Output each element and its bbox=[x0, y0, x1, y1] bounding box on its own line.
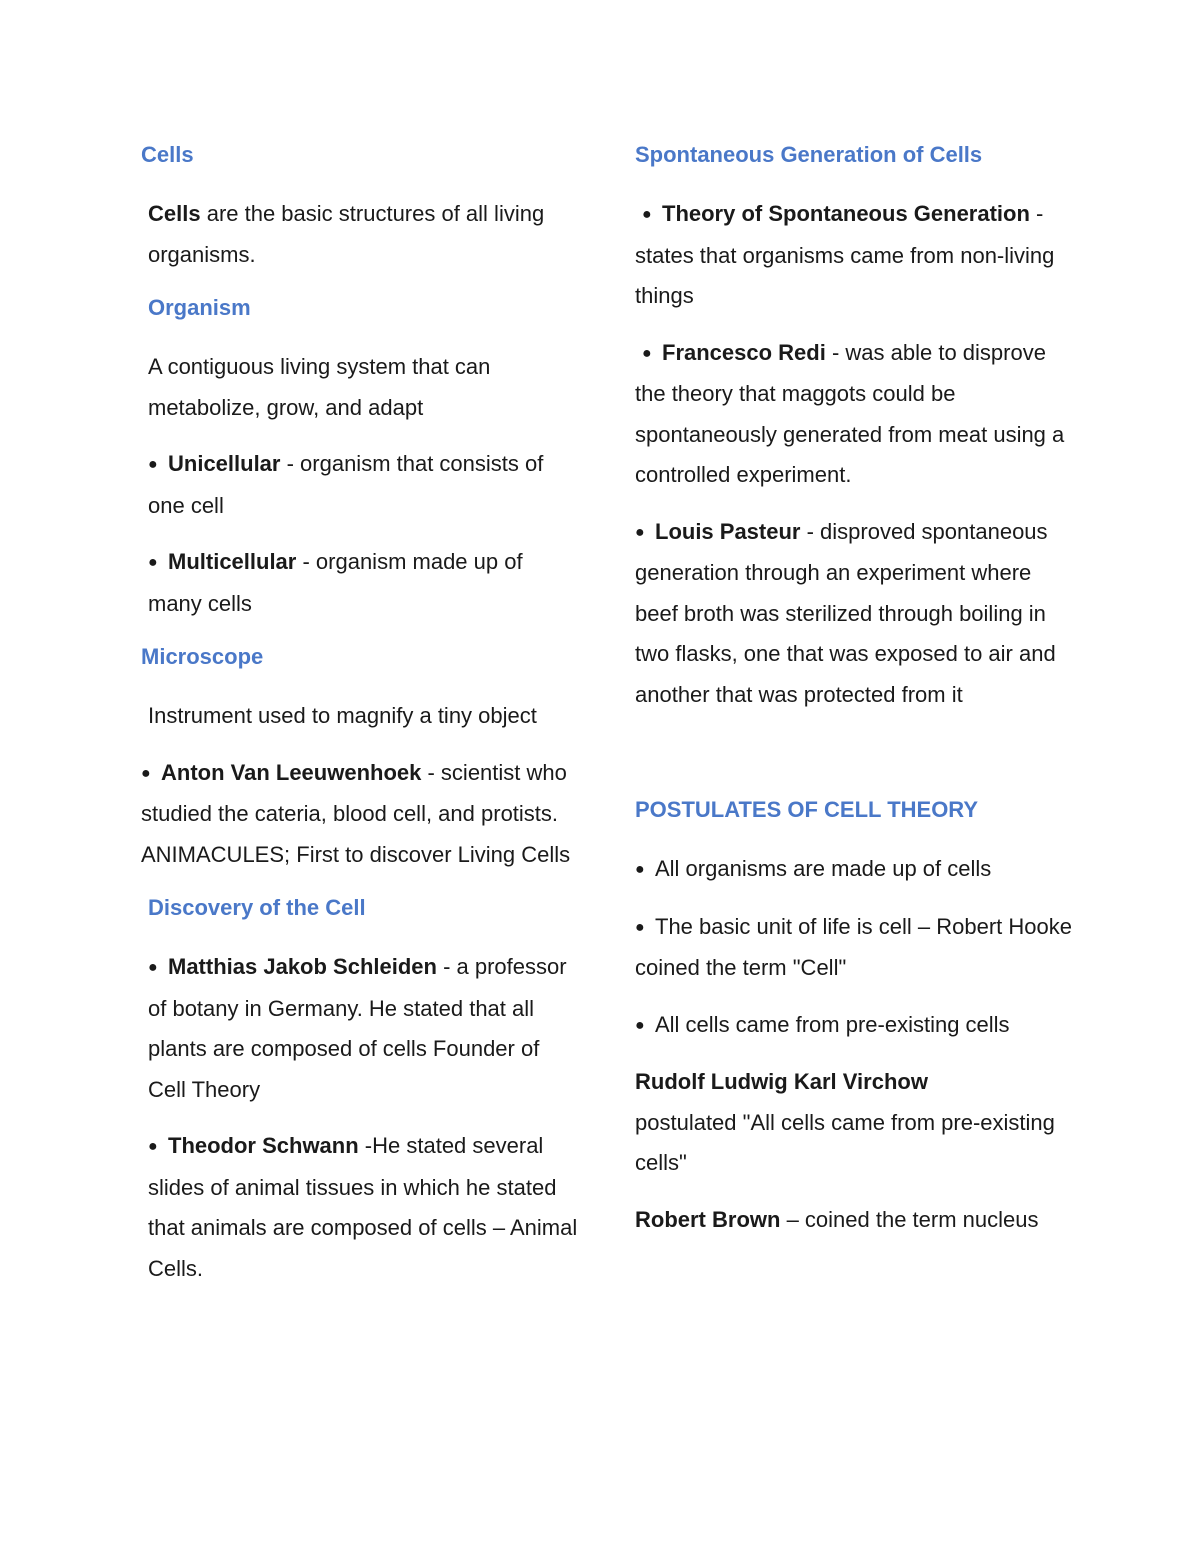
pasteur-term: Louis Pasteur bbox=[655, 518, 801, 544]
microscope-definition: Instrument used to magnify a tiny object bbox=[148, 703, 537, 728]
pasteur-def: - disproved spontaneous generation through an experiment where beef broth was sterilized through boiling in two flasks, one that was exposed to air and another that was protected from it bbox=[635, 518, 1056, 707]
theory-item bbox=[635, 194, 1075, 317]
redi-def: - was able to disprove the theory that maggots could be spontaneously generated from meat using a controlled experiment. bbox=[635, 339, 1065, 487]
bullet-icon: ● bbox=[635, 523, 645, 541]
unicellular-item bbox=[141, 444, 581, 526]
discovery-heading: Discovery of the Cell bbox=[148, 895, 366, 920]
postulate-1 bbox=[635, 849, 1075, 891]
right-column bbox=[635, 138, 1075, 1256]
schwann-def: -He stated several slides of animal tissues in which he stated that animals are composed of cells – Animal Cells. bbox=[148, 1133, 578, 1281]
theory-term: Theory of Spontaneous Generation bbox=[662, 201, 1030, 226]
virchow-term: Rudolf Ludwig Karl Virchow bbox=[635, 1069, 928, 1094]
brown-def: – coined the term nucleus bbox=[780, 1206, 1039, 1232]
cells-heading: Cells bbox=[141, 142, 194, 167]
brown-term: Robert Brown bbox=[635, 1206, 781, 1232]
bullet-icon: ● bbox=[148, 456, 158, 473]
postulate-1-text: All organisms are made up of cells bbox=[655, 856, 992, 881]
theory-def: - states that organisms came from non-living things bbox=[635, 201, 1055, 308]
leeuwenhoek-term: Anton Van Leeuwenhoek bbox=[161, 759, 422, 785]
schleiden-def: - a professor of botany in Germany. He stated that all plants are composed of cells Founder of Cell Theory bbox=[148, 954, 567, 1102]
postulate-2 bbox=[635, 907, 1075, 989]
left-column bbox=[141, 138, 581, 1305]
postulate-3-text: All cells came from pre-existing cells bbox=[655, 1011, 1010, 1037]
bullet-icon: ● bbox=[148, 554, 158, 571]
organism-definition: A contiguous living system that can metabolize, grow, and adapt bbox=[148, 354, 491, 420]
postulates-heading: POSTULATES OF CELL THEORY bbox=[635, 797, 979, 822]
unicellular-term: Unicellular bbox=[168, 451, 281, 476]
bullet-icon: ● bbox=[642, 206, 652, 223]
microscope-heading: Microscope bbox=[141, 644, 264, 669]
redi-item bbox=[635, 333, 1075, 496]
postulate-2-text: The basic unit of life is cell – Robert Hooke coined the term "Cell" bbox=[635, 913, 1072, 980]
postulate-3 bbox=[635, 1005, 1075, 1047]
multicellular-item bbox=[141, 542, 581, 624]
bullet-icon: ● bbox=[635, 918, 645, 936]
cells-definition bbox=[141, 194, 581, 275]
redi-term: Francesco Redi bbox=[662, 339, 826, 365]
schleiden-item bbox=[141, 947, 581, 1110]
cells-term: Cells bbox=[148, 201, 201, 226]
bullet-icon: ● bbox=[635, 861, 645, 878]
schleiden-term: Matthias Jakob Schleiden bbox=[168, 954, 437, 979]
brown-item bbox=[635, 1200, 1075, 1241]
multicellular-def: - organism made up of many cells bbox=[148, 549, 523, 616]
organism-heading: Organism bbox=[148, 295, 251, 320]
schwann-term: Theodor Schwann bbox=[168, 1133, 359, 1158]
virchow-item bbox=[635, 1062, 1075, 1184]
bullet-icon: ● bbox=[642, 344, 652, 362]
unicellular-def: - organism that consists of one cell bbox=[148, 451, 544, 518]
schwann-item bbox=[141, 1126, 581, 1289]
bullet-icon: ● bbox=[141, 764, 151, 782]
spontaneous-heading: Spontaneous Generation of Cells bbox=[635, 142, 983, 167]
bullet-icon: ● bbox=[635, 1016, 645, 1034]
leeuwenhoek-item bbox=[141, 753, 581, 876]
pasteur-item bbox=[635, 512, 1075, 716]
virchow-def: postulated "All cells came from pre-existing cells" bbox=[635, 1109, 1055, 1175]
bullet-icon: ● bbox=[148, 1138, 158, 1155]
cells-def: are the basic structures of all living organisms. bbox=[148, 201, 545, 267]
leeuwenhoek-def: - scientist who studied the cateria, blood cell, and protists. ANIMACULES; First to discover Living Cells bbox=[141, 759, 571, 867]
multicellular-term: Multicellular bbox=[168, 549, 297, 574]
bullet-icon: ● bbox=[148, 959, 158, 976]
